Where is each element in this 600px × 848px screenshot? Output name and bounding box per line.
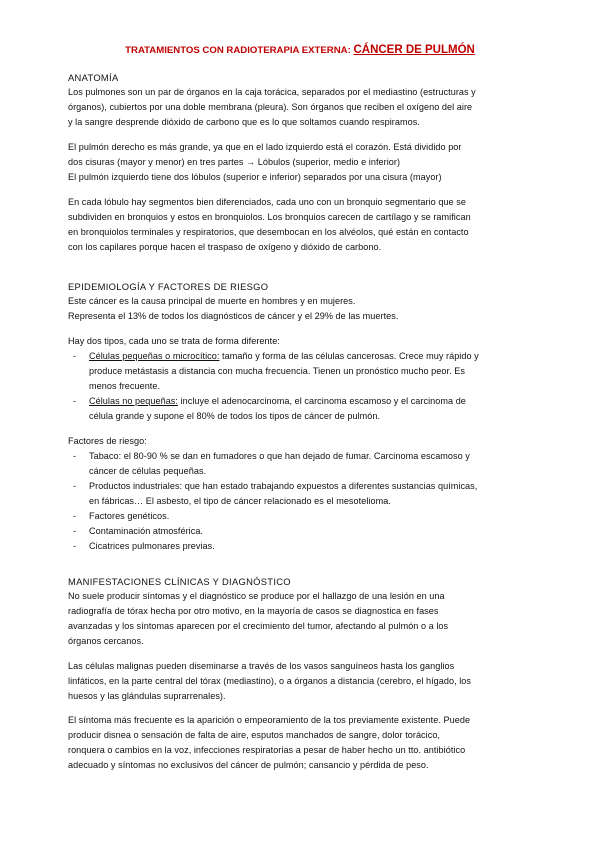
type-description: tamaño y forma de las células cancerosas. Crece muy rápido y <box>219 351 479 361</box>
risk-factors <box>68 434 538 554</box>
type-description: incluye el adenocarcinoma, el carcinoma escamoso y el carcinoma de <box>177 396 466 406</box>
type-description: menos frecuente. <box>89 381 161 391</box>
bullet-dash: - <box>73 511 77 521</box>
paragraph-line: subdividen en bronquios y estos en bronquiolos. Los bronquios carecen de cartílago y se ramifican <box>68 212 471 222</box>
paragraph-line: adecuado y síntomas no exclusivos del cáncer de pulmón; cansancio y pérdida de peso. <box>68 760 429 770</box>
paragraph-line: en bronquiolos terminales y respiratorios, que desembocan en los alvéolos, qué están en contacto <box>68 227 469 237</box>
bullet-dash: - <box>73 526 77 536</box>
paragraph <box>68 713 538 773</box>
paragraph-line: El pulmón izquierdo tiene dos lóbulos (superior e inferior) separados por una cisura (mayor) <box>68 172 442 182</box>
paragraph-line: ronquera o cambios en la voz, infecciones respiratorias a pesar de haber hecho un tto. antibiótico <box>68 745 466 755</box>
risk-factor-text: cáncer de células pequeñas. <box>89 466 207 476</box>
paragraph-line: Los pulmones son un par de órganos en la caja torácica, separados por el mediastino (estructuras y <box>68 87 476 97</box>
paragraph-line: Representa el 13% de todos los diagnósticos de cáncer y el 29% de las muertes. <box>68 311 399 321</box>
list-item <box>68 449 538 479</box>
bullet-dash: - <box>73 541 77 551</box>
type-description: produce metástasis a distancia con mucha frecuencia. Tienen un pronóstico mucho peor. Es <box>89 366 465 376</box>
title-part-2: CÁNCER DE PULMÓN <box>353 44 475 56</box>
paragraph-line: Este cáncer es la causa principal de muerte en hombres y en mujeres. <box>68 296 356 306</box>
paragraph-line: y la sangre desprende dióxido de carbono que es lo que soltamos cuando respiramos. <box>68 117 420 127</box>
section-heading: EPIDEMIOLOGÍA Y FACTORES DE RIESGO <box>68 281 269 292</box>
section-epidemiologia <box>68 279 538 324</box>
type-name: Células no pequeñas: <box>89 396 178 406</box>
list-item <box>68 349 538 394</box>
section-heading: ANATOMÍA <box>68 72 119 83</box>
title-part-1: TRATAMIENTOS CON RADIOTERAPIA EXTERNA: <box>125 45 354 56</box>
section-anatomia <box>68 70 538 130</box>
list-item <box>68 479 538 509</box>
paragraph-line: Las células malignas pueden diseminarse a través de los vasos sanguíneos hasta los ganglios <box>68 661 455 671</box>
paragraph-line: huesos y las glándulas suprarrenales). <box>68 691 226 701</box>
risk-factor-text: Contaminación atmosférica. <box>89 526 204 536</box>
risk-factor-text: Tabaco: el 80-90 % se dan en fumadores o que han dejado de fumar. Carcinoma escamoso y <box>89 451 470 461</box>
paragraph-line: dos cisuras (mayor y menor) en tres partes → Lóbulos (superior, medio e inferior) <box>68 157 401 167</box>
paragraph-line: órganos cercanos. <box>68 636 144 646</box>
risk-factor-text: Cicatrices pulmonares previas. <box>89 541 215 551</box>
bullet-dash: - <box>73 451 77 461</box>
type-name: Células pequeñas o microcítico: <box>89 351 220 361</box>
risk-factors-intro: Factores de riesgo: <box>68 436 147 446</box>
bullet-dash: - <box>73 396 77 406</box>
paragraph <box>68 195 538 255</box>
bullet-dash: - <box>73 481 77 491</box>
paragraph-line: El síntoma más frecuente es la aparición o empeoramiento de la tos previamente existente. Puede <box>68 715 471 725</box>
paragraph-line: No suele producir síntomas y el diagnóstico se produce por el hallazgo de una lesión en una <box>68 591 445 601</box>
list-item <box>68 539 538 554</box>
document-title <box>0 40 600 58</box>
paragraph-line: El pulmón derecho es más grande, ya que en el lado izquierdo está el corazón. Está dividido por <box>68 142 462 152</box>
paragraph <box>68 659 538 704</box>
paragraph <box>68 140 538 185</box>
paragraph-line: con los capilares porque hacen el traspaso de oxígeno y dióxido de carbono. <box>68 242 382 252</box>
paragraph-line: avanzadas y los síntomas aparecen por el crecimiento del tumor, afectando al pulmón o a los <box>68 621 449 631</box>
paragraph-line: linfáticos, en la parte central del tórax (mediastino), o a órganos a distancia (cerebro, el hígado, los <box>68 676 472 686</box>
list-item <box>68 509 538 524</box>
types-intro: Hay dos tipos, cada uno se trata de forma diferente: <box>68 336 280 346</box>
risk-factor-text: en fábricas… El asbesto, el tipo de cáncer relacionado es el mesotelioma. <box>89 496 391 506</box>
paragraph-line: órganos), cubiertos por una doble membrana (pleura). Son órganos que reciben el oxígeno del aire <box>68 102 473 112</box>
bullet-dash: - <box>73 351 77 361</box>
list-item <box>68 524 538 539</box>
type-description: célula grande y supone el 80% de todos los tipos de cáncer de pulmón. <box>89 411 381 421</box>
tumor-types <box>68 334 538 424</box>
paragraph-line: producir disnea o sensación de falta de aire, esputos manchados de sangre, dolor torácico, <box>68 730 441 740</box>
section-heading: MANIFESTACIONES CLÍNICAS Y DIAGNÓSTICO <box>68 576 291 587</box>
paragraph-line: radiografía de tórax hecha por otro motivo, en la mayoría de casos se diagnostica en fases <box>68 606 439 616</box>
paragraph-line: En cada lóbulo hay segmentos bien diferenciados, cada uno con un bronquio segmentario que se <box>68 197 466 207</box>
list-item <box>68 394 538 424</box>
section-manifestaciones <box>68 574 538 649</box>
risk-factor-text: Factores genéticos. <box>89 511 170 521</box>
risk-factor-text: Productos industriales: que han estado trabajando expuestos a diferentes sustancias químicas, <box>89 481 478 491</box>
